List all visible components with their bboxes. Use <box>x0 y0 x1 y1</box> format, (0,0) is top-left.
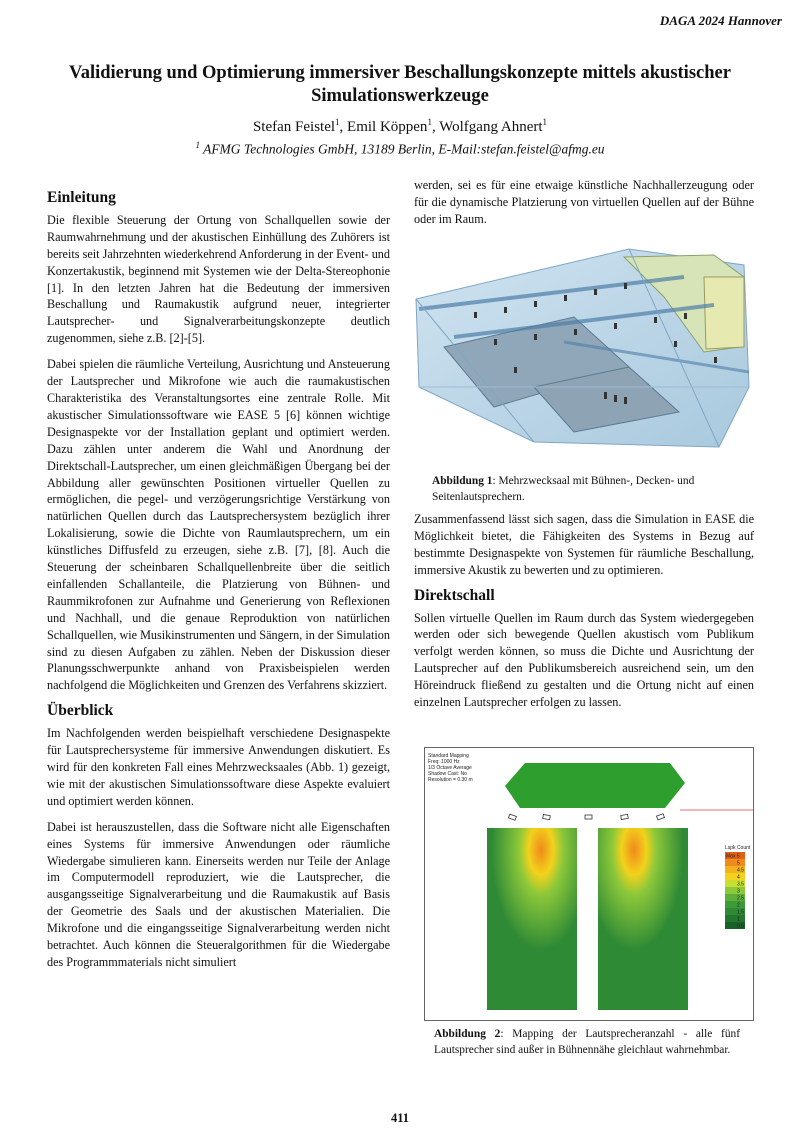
author-1: Stefan Feistel <box>252 119 336 135</box>
paragraph: Dabei ist herauszustellen, dass die Software nicht alle Eigenschaften eines Systems für immersive Anwendungen oder räumliche Wiedergabe simulieren kann. Einerseits werden nur Teile der Anlage im Computermodell reproduziert, wie die Lautsprecher, die ausgangsseitige Signalverarbeitung und die Raumakustik auf Basis der Geometrie des Saals und der akustischen Materialien. Die Mikrofone und die eingangsseitige Signalverarbeitung werden nicht betrachtet. Auch können die Steueralgorithmen für die Wiedergabe des Programmmaterials nicht simuliert <box>47 819 390 969</box>
right-column-continuation <box>414 177 754 237</box>
left-column <box>47 186 390 980</box>
svg-text:Max 5: Max 5 <box>726 853 740 860</box>
svg-text:Lspk Count: Lspk Count <box>725 845 751 851</box>
affiliation: $^1$ AFMG Technologies GmbH, 13189 Berlin, E-Mail:stefan.feistel@afmg.eu <box>195 140 605 157</box>
authors: Stefan Feistel$^1$, Emil Köppen$^1$, Wolfgang Ahnert$^1$ <box>252 117 548 135</box>
audience-right-map <box>598 828 688 1010</box>
svg-text:1.5: 1.5 <box>737 909 744 916</box>
right-column-main <box>414 511 754 720</box>
author-2: Emil Köppen <box>347 119 428 135</box>
svg-text:3.5: 3.5 <box>737 881 744 888</box>
mapping-info <box>428 753 473 783</box>
svg-text:3: 3 <box>737 888 740 895</box>
svg-text:1: 1 <box>737 916 740 923</box>
svg-text:Freq: 1000 Hz: Freq: 1000 Hz <box>428 759 460 765</box>
paragraph: Im Nachfolgenden werden beispielhaft verschiedene Designaspekte für Lautsprechersysteme für immersive Anwendungen diskutiert. Es wird für den konkreten Fall eines Mehrzwecksaales (Abb. 1) gezeigt, wie mit der akustischen Simulationssoftware diese Aspekte evaluiert und optimiert werden können. <box>47 726 390 808</box>
svg-text:2.5: 2.5 <box>737 895 744 902</box>
paragraph: Zusammenfassend lässt sich sagen, dass die Simulation in EASE die Möglichkeit bietet, die Fähigkeiten des Systems in Bezug auf bestimmte Designaspekte von Systemen für räumliche Beschallung, immersive Akustik zu bewerten und zu optimieren. <box>414 512 754 577</box>
heading-einleitung: Einleitung <box>47 189 116 206</box>
loudspeakers <box>508 814 664 820</box>
figure-1-caption: Abbildung 1: Mehrzwecksaal mit Bühnen-, Decken- und Seitenlautsprechern. <box>432 475 695 503</box>
svg-text:1/3 Octave Average: 1/3 Octave Average <box>428 765 472 771</box>
svg-text:5: 5 <box>737 860 740 867</box>
paragraph: Dabei spielen die räumliche Verteilung, Ausrichtung und Ansteuerung der Lautsprecher und Mikrofone wie auch die raumakustischen Charakteristika des Veranstaltungsortes eine zentrale Rolle. Mit akustischer Simulationssoftware wie EASE 5 [6] können wichtige Designaspekte vor der Installation geplant und optimiert werden. Dazu zählen unter anderem die Wahl und Anordnung der Direktschall-Lautsprecher, um einen gleichmäßigen Übergang bei der Abbildung aller gewünschten Positionen virtueller Quellen zu ermöglichen, die pegel- und verzögerungsrichtige Verstärkung von natürlichen Quellen durch das Lautsprechersystem bezüglich ihrer Lokalisierung, sowie die Dichte von Raumlautsprechern, um ein künstliches Diffusfeld zu erzeugen, siehe z.B. [7], [8]. Auch die Steuerung der scheinbaren Schallquellenbreite über die seitlich einfallenden Schallanteile, die Platzierung von Bühnen- und Raummikrofonen zur Aufnahme und Generierung von Reflexionen und Nachhall, und die genaue Reproduktion von natürlichen Schallquellen, wie Musikinstrumenten und Sängern, in der Simulation sind zu diesen Aufgaben zu zählen. Neben der Diskussion dieser Planungsschwerpunkte anhand von Praxisbeispielen werden nachfolgend die Möglichkeiten und Grenzen des Verfahrens skizziert. <box>47 357 390 693</box>
paragraph: Die flexible Steuerung der Ortung von Schallquellen sowie der Raumwahrnehmung und der akustischen Einhüllung des Zuhörers ist bereits seit Jahrzehnten wiederkehrend Anforderung in der Event- und Konzertakustik, beginnend mit Systemen wie der Delta-Stereophonie [1]. In den letzten Jahren hat die Bedeutung der immersiven Beschallung und Raumakustik aufgrund neuer, integrierter Lautsprecher- und Signalverarbeitungskonzepte deutlich zugenommen, siehe z.B. [2]-[5]. <box>47 212 390 346</box>
figure-2-caption: Abbildung 2: Mapping der Lautsprecheranzahl - alle fünf Lautsprecher sind außer in Bühnennähe gleichlaut wahrnehmbar. <box>434 1028 740 1056</box>
paragraph: Sollen virtuelle Quellen im Raum durch das System wiedergegeben werden oder sich bewegende Quellen akustisch vom Publikum verfolgt werden können, so muss die Dichte und Ausrichtung der Lautsprecher auf den Publikumsbereich ausreichend sein, um den Höreindruck fließend zu gestalten und die Ortung nicht auf einen einzelnen Lautsprecher erfolgen zu lassen. <box>414 610 754 710</box>
paper-title: Validierung und Optimierung immersiver Beschallungskonzepte mittels akustischer Simulationswerkzeuge <box>69 63 731 106</box>
figure-1-hall-model <box>414 237 759 467</box>
paragraph: werden, sei es für eine etwaige künstliche Nachhallerzeugung oder für die dynamische Platzierung von virtuellen Quellen auf der Bühne oder im Raum. <box>414 178 754 226</box>
hall-model-image <box>414 237 759 467</box>
svg-text:Resolution = 0.30 m: Resolution = 0.30 m <box>428 777 473 783</box>
author-3: Wolfgang Ahnert <box>439 119 543 135</box>
conference-name: DAGA 2024 Hannover <box>659 13 782 28</box>
svg-text:4.5: 4.5 <box>737 867 744 874</box>
svg-text:Shadow Cast: No: Shadow Cast: No <box>428 771 467 777</box>
heading-direktschall: Direktschall <box>414 586 495 604</box>
legend <box>725 845 751 930</box>
svg-text:Standard Mapping: Standard Mapping <box>428 753 469 759</box>
figure-2-mapping <box>424 747 754 1021</box>
stage-area <box>505 763 685 808</box>
mapping-image <box>425 748 753 1020</box>
audience-left-map <box>487 828 577 1010</box>
svg-text:4: 4 <box>737 874 740 881</box>
svg-text:2: 2 <box>737 902 740 909</box>
svg-text:0.5: 0.5 <box>737 923 744 930</box>
page-number: 411 <box>390 1111 410 1125</box>
heading-ueberblick: Überblick <box>47 702 114 720</box>
